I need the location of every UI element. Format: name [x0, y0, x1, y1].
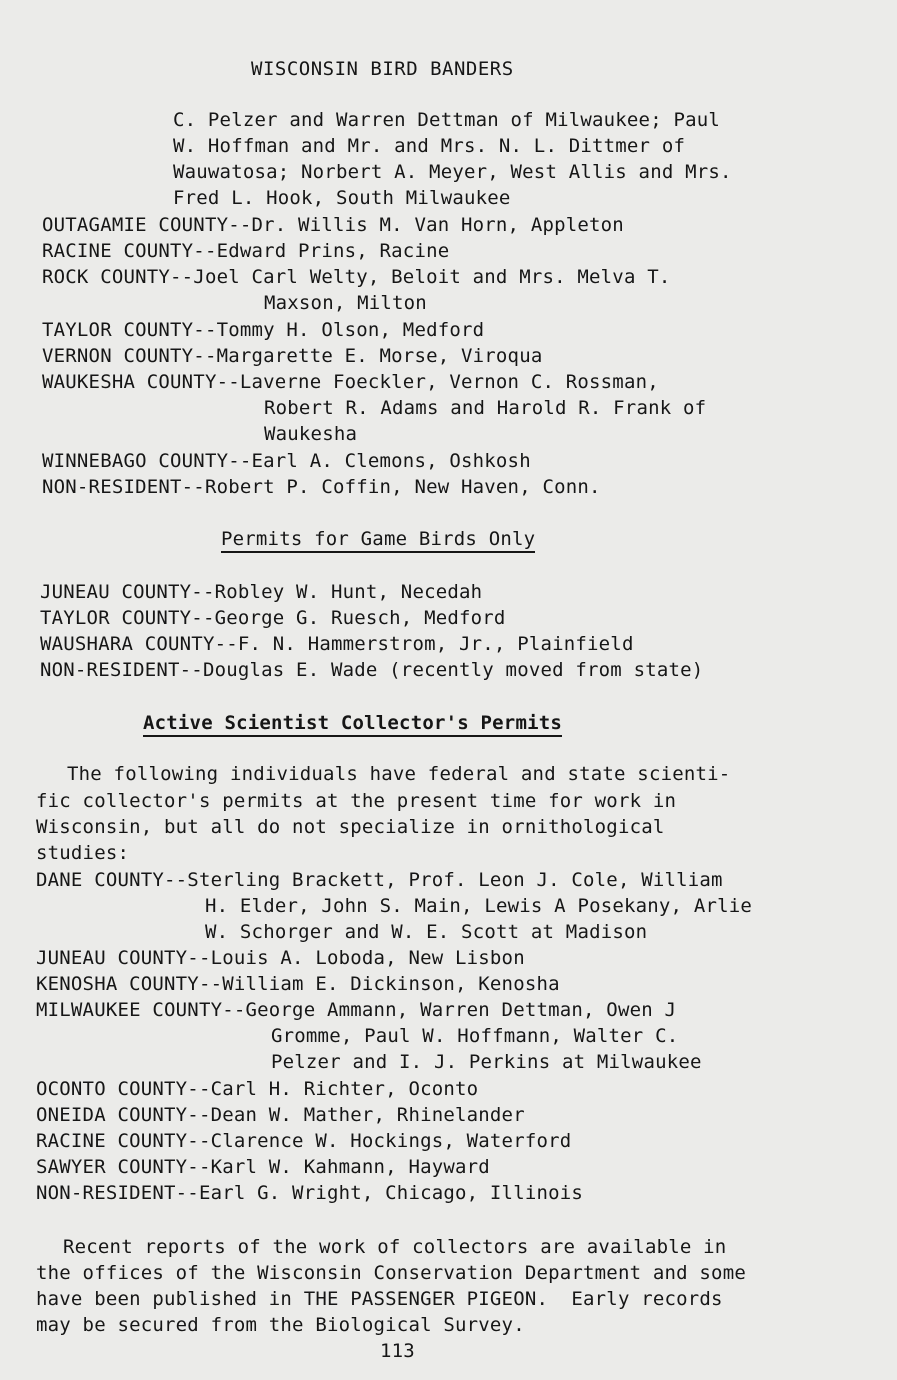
page-number: 113	[380, 1340, 415, 1362]
collector-entry: NON-RESIDENT--Earl G. Wright, Chicago, Illinois	[36, 1182, 584, 1204]
bander-entry: VERNON COUNTY--Margarette E. Morse, Viroqua	[42, 345, 543, 367]
collector-entry: RACINE COUNTY--Clarence W. Hockings, Waterford	[36, 1130, 572, 1152]
collectors-intro-line: The following individuals have federal and state scienti-	[67, 763, 731, 785]
collectors-intro-line: studies:	[36, 842, 130, 864]
game-birds-entry: JUNEAU COUNTY--Robley W. Hunt, Necedah	[40, 581, 483, 603]
game-birds-entry: TAYLOR COUNTY--George G. Ruesch, Medford	[40, 607, 506, 629]
collector-entry: SAWYER COUNTY--Karl W. Kahmann, Hayward	[36, 1156, 490, 1178]
collector-entry-continued: Gromme, Paul W. Hoffmann, Walter C.	[271, 1025, 679, 1047]
bander-entry: TAYLOR COUNTY--Tommy H. Olson, Medford	[42, 319, 485, 341]
collector-entry: JUNEAU COUNTY--Louis A. Loboda, New Lisbon	[36, 947, 525, 969]
closing-line: may be secured from the Biological Survey.	[36, 1314, 525, 1336]
bander-entry: RACINE COUNTY--Edward Prins, Racine	[42, 240, 450, 262]
bander-entry-continued: Waukesha	[264, 423, 358, 445]
collector-entry-continued: H. Elder, John S. Main, Lewis A Posekany, Arlie	[205, 895, 753, 917]
intro-line: Fred L. Hook, South Milwaukee	[173, 187, 511, 209]
closing-line: the offices of the Wisconsin Conservation Department and some	[36, 1262, 746, 1284]
collector-entry: KENOSHA COUNTY--William E. Dickinson, Kenosha	[36, 973, 560, 995]
game-birds-heading-text: Permits for Game Birds Only	[221, 528, 535, 553]
bander-entry: WAUKESHA COUNTY--Laverne Foeckler, Vernon C. Rossman,	[42, 371, 659, 393]
bander-entry: OUTAGAMIE COUNTY--Dr. Willis M. Van Horn, Appleton	[42, 214, 624, 236]
collectors-heading	[143, 711, 562, 735]
collector-entry-continued: W. Schorger and W. E. Scott at Madison	[205, 921, 648, 943]
game-birds-heading	[221, 527, 535, 551]
bander-entry: ROCK COUNTY--Joel Carl Welty, Beloit and Mrs. Melva T.	[42, 266, 671, 288]
collector-entry: DANE COUNTY--Sterling Brackett, Prof. Leon J. Cole, William	[36, 869, 723, 891]
collectors-heading-text: Active Scientist Collector's Permits	[143, 712, 562, 737]
collector-entry: MILWAUKEE COUNTY--George Ammann, Warren Dettman, Owen J	[36, 999, 677, 1021]
collector-entry-continued: Pelzer and I. J. Perkins at Milwaukee	[271, 1051, 702, 1073]
bander-entry-continued: Robert R. Adams and Harold R. Frank of	[264, 397, 707, 419]
intro-line: C. Pelzer and Warren Dettman of Milwaukee; Paul	[173, 109, 721, 131]
collectors-intro-line: Wisconsin, but all do not specialize in ornithological	[36, 816, 665, 838]
bander-entry: WINNEBAGO COUNTY--Earl A. Clemons, Oshkosh	[42, 450, 531, 472]
collectors-intro-line: fic collector's permits at the present time for work in	[36, 790, 677, 812]
bander-entry: NON-RESIDENT--Robert P. Coffin, New Haven, Conn.	[42, 476, 601, 498]
game-birds-entry: NON-RESIDENT--Douglas E. Wade (recently moved from state)	[40, 659, 704, 681]
intro-line: W. Hoffman and Mr. and Mrs. N. L. Dittmer of	[173, 135, 686, 157]
closing-line: Recent reports of the work of collectors are available in	[63, 1236, 727, 1258]
closing-line: have been published in THE PASSENGER PIGEON. Early records	[36, 1288, 723, 1310]
game-birds-entry: WAUSHARA COUNTY--F. N. Hammerstrom, Jr., Plainfield	[40, 633, 634, 655]
page-title: WISCONSIN BIRD BANDERS	[251, 58, 514, 80]
intro-line: Wauwatosa; Norbert A. Meyer, West Allis and Mrs.	[173, 161, 732, 183]
collector-entry: ONEIDA COUNTY--Dean W. Mather, Rhinelander	[36, 1104, 525, 1126]
bander-entry-continued: Maxson, Milton	[264, 292, 427, 314]
collector-entry: OCONTO COUNTY--Carl H. Richter, Oconto	[36, 1078, 479, 1100]
